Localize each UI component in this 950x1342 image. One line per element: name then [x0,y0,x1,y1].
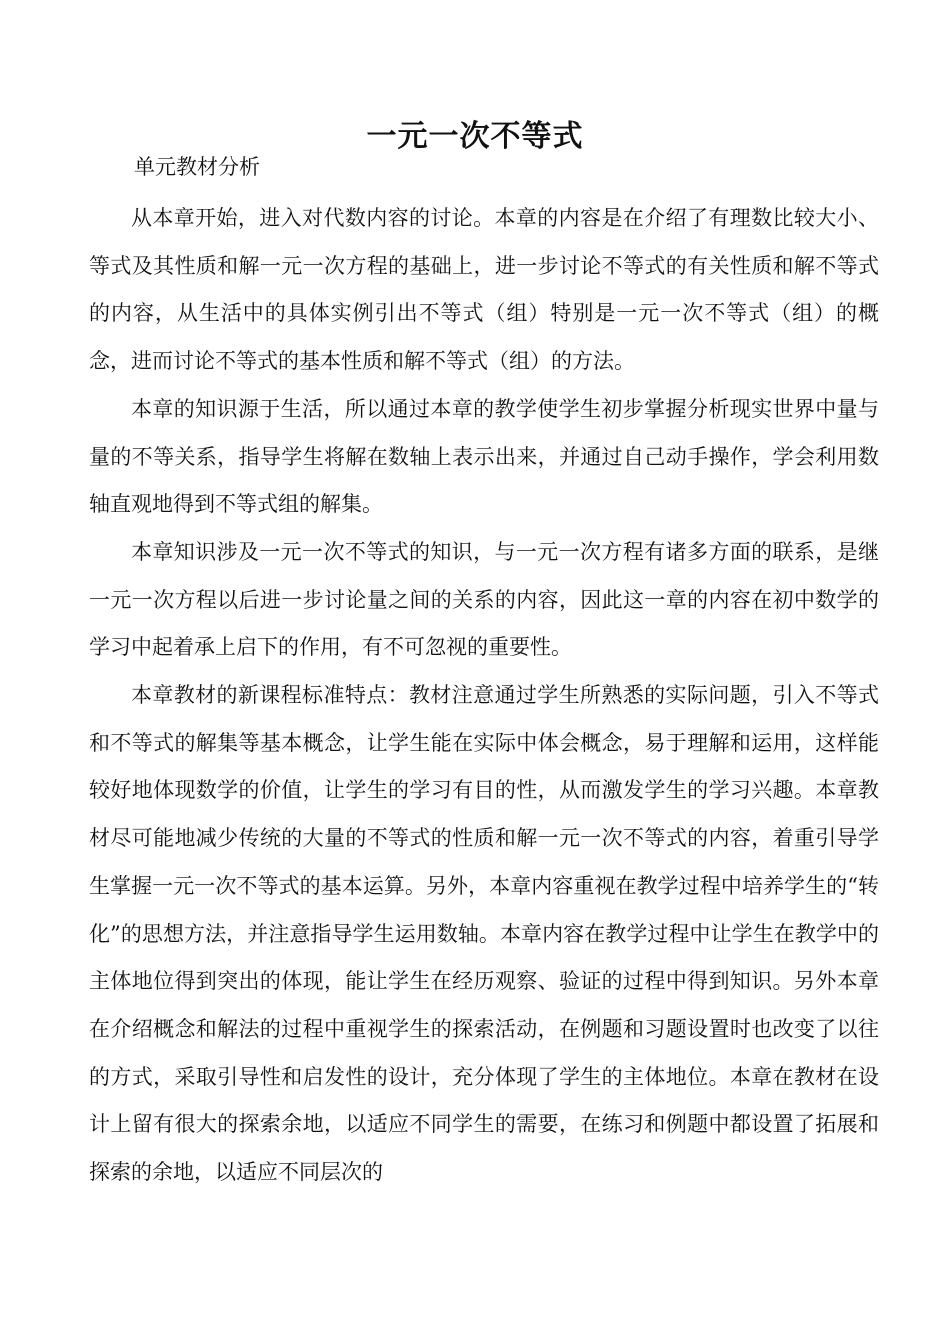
paragraph-2: 本章的知识源于生活，所以通过本章的教学使学生初步掌握分析现实世界中量与量的不等关系，指导学生将解在数轴上表示出来，并通过自己动手操作，学会利用数轴直观地得到不等式组的解集。 [89,396,879,517]
section-subtitle: 单元教材分析 [134,155,260,179]
document-title: 一元一次不等式 [366,119,584,154]
paragraph-3: 本章知识涉及一元一次不等式的知识，与一元一次方程有诸多方面的联系，是继一元一次方程以后进一步讨论量之间的关系的内容，因此这一章的内容在初中数学的学习中起着承上启下的作用，有不可忽视的重要性。 [89,539,879,660]
paragraph-1: 从本章开始，进入对代数内容的讨论。本章的内容是在介绍了有理数比较大小、等式及其性质和解一元一次方程的基础上，进一步讨论不等式的有关性质和解不等式的内容，从生活中的具体实例引出不等式（组）特别是一元一次不等式（组）的概念，进而讨论不等式的基本性质和解不等式（组）的方法。 [89,206,879,374]
document-body [89,195,879,1197]
paragraph-4: 本章教材的新课程标准特点：教材注意通过学生所熟悉的实际问题，引入不等式和不等式的解集等基本概念，让学生能在实际中体会概念，易于理解和运用，这样能较好地体现数学的价值，让学生的学习有目的性，从而激发学生的学习兴趣。本章教材尽可能地减少传统的大量的不等式的性质和解一元一次不等式的内容，着重引导学生掌握一元一次不等式的基本运算。另外，本章内容重视在教学过程中培养学生的“转化”的思想方法，并注意指导学生运用数轴。本章内容在教学过程中让学生在教学中的主体地位得到突出的体现，能让学生在经历观察、验证的过程中得到知识。另外本章在介绍概念和解法的过程中重视学生的探索活动，在例题和习题设置时也改变了以往的方式，采取引导性和启发性的设计，充分体现了学生的主体地位。本章在教材在设计上留有很大的探索余地，以适应不同学生的需要，在练习和例题中都设置了拓展和探索的余地，以适应不同层次的 [89,683,879,1185]
